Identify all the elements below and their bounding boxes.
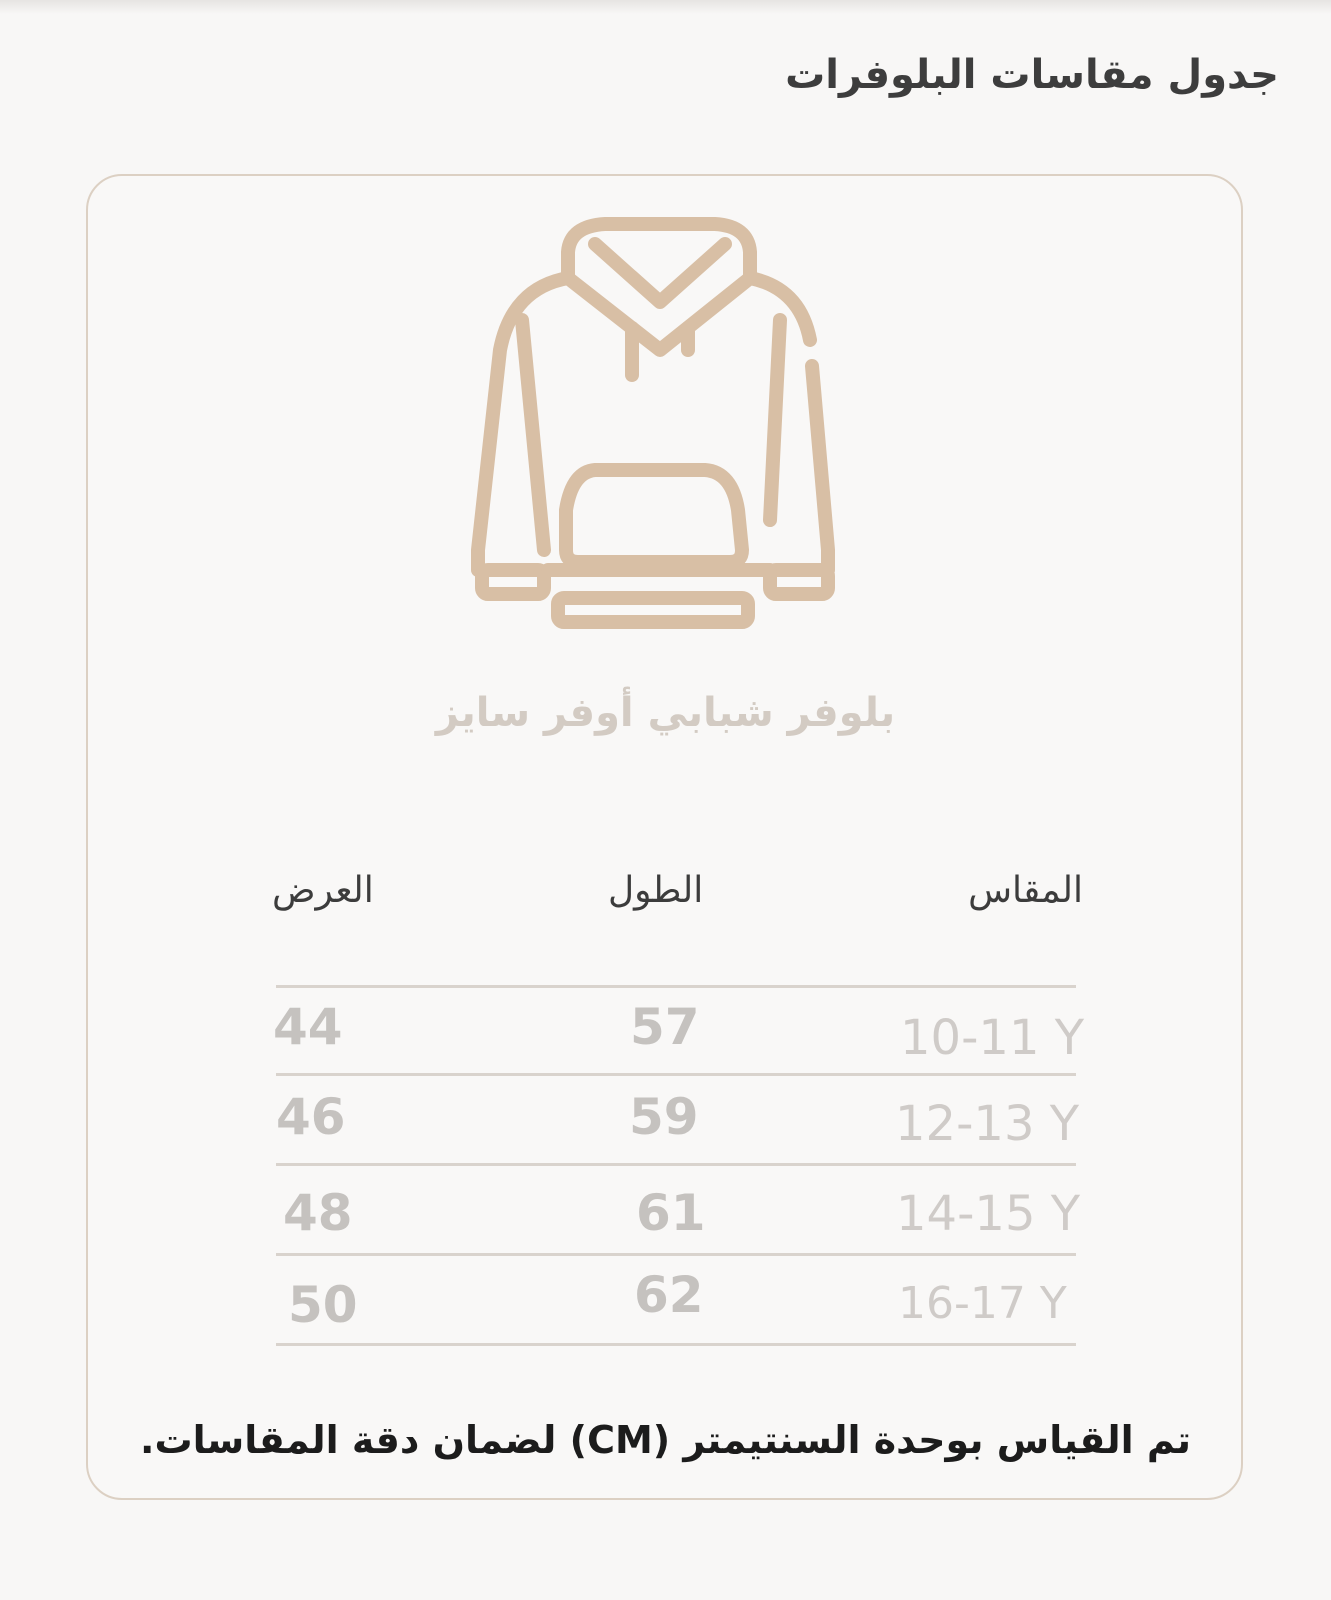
column-header-length: الطول [608,870,704,911]
cell-size-row-4: 16-17 Y [898,1278,1067,1329]
right-sleeve-inner [770,320,780,520]
hood-neckline [568,278,750,350]
left-sleeve-inner [522,320,544,550]
column-header-size: المقاس [968,870,1083,911]
top-shadow [0,0,1331,14]
hood-inner [595,244,725,302]
left-cuff [482,570,544,594]
table-divider [276,1253,1076,1256]
kangaroo-pocket [566,470,742,562]
right-sleeve-outer [812,366,828,570]
cell-width-row-4: 50 [288,1276,358,1334]
cell-size-row-1: 10-11 Y [900,1010,1085,1066]
cell-width-row-2: 46 [276,1088,346,1146]
measurement-note: تم القياس بوحدة السنتيمتر (CM) لضمان دقة المقاسات. [140,1418,1191,1462]
table-divider [276,1073,1076,1076]
table-divider [276,1163,1076,1166]
cell-width-row-1: 44 [273,998,343,1056]
page-title: جدول مقاسات البلوفرات [785,52,1279,98]
cell-length-row-1: 57 [630,998,700,1056]
cell-length-row-2: 59 [629,1088,699,1146]
cell-width-row-3: 48 [283,1184,353,1242]
table-divider [276,1343,1076,1346]
hoodie-icon [470,210,850,640]
cell-size-row-3: 14-15 Y [896,1186,1081,1242]
cell-length-row-4: 62 [634,1266,704,1324]
right-cuff [770,570,828,594]
table-divider [276,985,1076,988]
cell-length-row-3: 61 [636,1184,706,1242]
column-header-width: العرض [272,870,374,911]
product-name: بلوفر شبابي أوفر سايز [435,690,896,736]
cell-size-row-2: 12-13 Y [895,1096,1080,1152]
waistband [558,598,748,622]
